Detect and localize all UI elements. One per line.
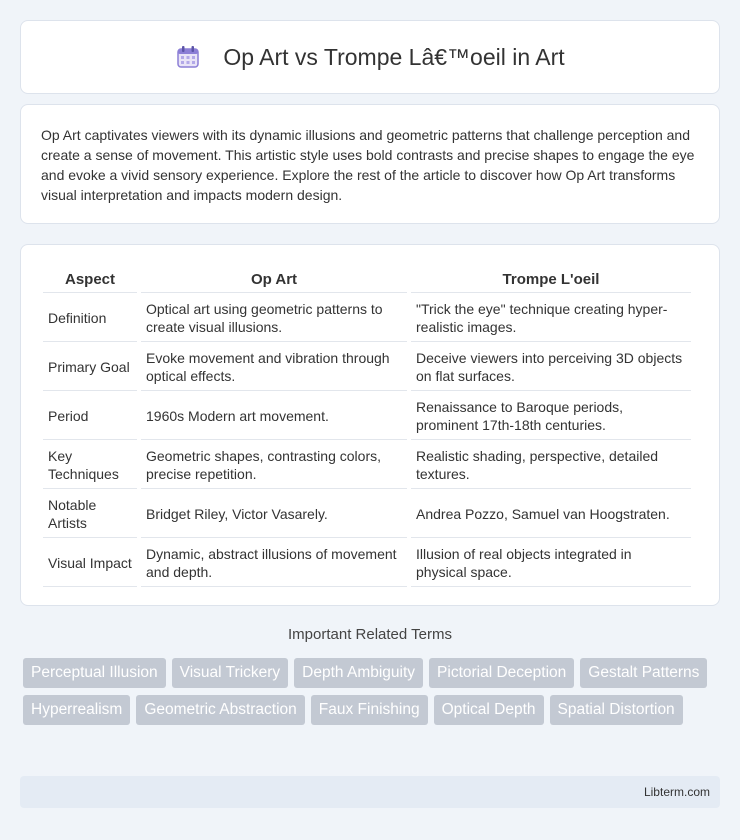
table-row (43, 344, 691, 391)
op-art-cell: Dynamic, abstract illusions of movement and depth. (141, 540, 407, 587)
table-row (43, 442, 691, 489)
intro-text: Op Art captivates viewers with its dynamic illusions and geometric patterns that challenge perception and create a sense of movement. This artistic style uses bold contrasts and precise shapes to engage the eye and evoke a vivid sensory experience. Explore the rest of the article to discover how Op Art transforms visual interpretation and impacts modern design. (41, 127, 695, 203)
calendar-icon (175, 44, 201, 70)
column-header-trompe-loeil: Trompe L'oeil (411, 267, 691, 293)
related-term-tag[interactable]: Pictorial Deception (429, 658, 574, 688)
related-term-tag[interactable]: Perceptual Illusion (23, 658, 166, 688)
related-terms-list (23, 658, 723, 732)
aspect-cell: Visual Impact (43, 540, 137, 587)
related-term-tag[interactable]: Geometric Abstraction (136, 695, 304, 725)
intro-card (20, 104, 720, 224)
related-term-tag[interactable]: Hyperrealism (23, 695, 130, 725)
aspect-cell: Period (43, 393, 137, 440)
aspect-cell: Key Techniques (43, 442, 137, 489)
aspect-cell: Notable Artists (43, 491, 137, 538)
trompe-loeil-cell: "Trick the eye" technique creating hyper-realistic images. (411, 295, 691, 342)
op-art-cell: 1960s Modern art movement. (141, 393, 407, 440)
header-card (20, 20, 720, 94)
aspect-cell: Primary Goal (43, 344, 137, 391)
trompe-loeil-cell: Renaissance to Baroque periods, prominent 17th-18th centuries. (411, 393, 691, 440)
op-art-cell: Optical art using geometric patterns to create visual illusions. (141, 295, 407, 342)
page-title: Op Art vs Trompe Lâ€™oeil in Art (223, 43, 565, 70)
table-row (43, 393, 691, 440)
related-term-tag[interactable]: Visual Trickery (172, 658, 289, 688)
op-art-cell: Evoke movement and vibration through optical effects. (141, 344, 407, 391)
footer-site-link[interactable]: Libterm.com (643, 785, 710, 799)
related-term-tag[interactable]: Gestalt Patterns (580, 658, 707, 688)
comparison-table (39, 265, 695, 589)
op-art-cell: Geometric shapes, contrasting colors, precise repetition. (141, 442, 407, 489)
trompe-loeil-cell: Andrea Pozzo, Samuel van Hoogstraten. (411, 491, 691, 538)
related-term-tag[interactable]: Spatial Distortion (550, 695, 683, 725)
table-row (43, 491, 691, 538)
related-term-tag[interactable]: Faux Finishing (311, 695, 428, 725)
table-header-row (43, 267, 691, 293)
footer (20, 776, 720, 808)
op-art-cell: Bridget Riley, Victor Vasarely. (141, 491, 407, 538)
related-terms-title: Important Related Terms (288, 626, 452, 643)
trompe-loeil-cell: Illusion of real objects integrated in physical space. (411, 540, 691, 587)
table-row (43, 295, 691, 342)
table-row (43, 540, 691, 587)
related-term-tag[interactable]: Optical Depth (434, 695, 544, 725)
comparison-card (20, 244, 720, 606)
trompe-loeil-cell: Deceive viewers into perceiving 3D objects on flat surfaces. (411, 344, 691, 391)
trompe-loeil-cell: Realistic shading, perspective, detailed textures. (411, 442, 691, 489)
column-header-aspect: Aspect (43, 267, 137, 293)
aspect-cell: Definition (43, 295, 137, 342)
column-header-op-art: Op Art (141, 267, 407, 293)
related-term-tag[interactable]: Depth Ambiguity (294, 658, 423, 688)
